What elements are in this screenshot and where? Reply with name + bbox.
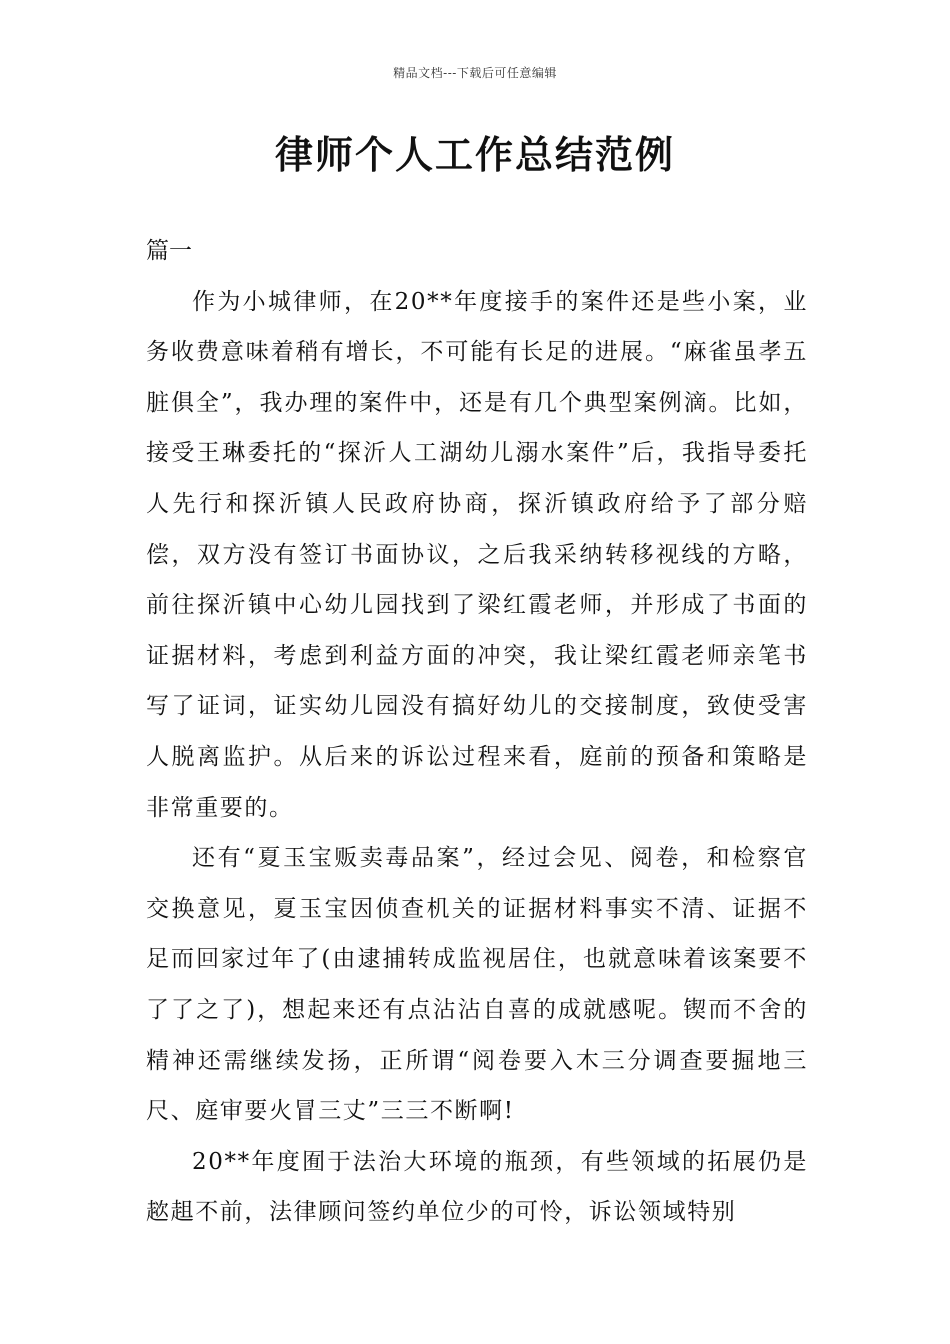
paragraph: 20**年度囿于法治大环境的瓶颈，有些领域的拓展仍是趑趄不前，法律顾问签约单位少的可怜，诉讼领域特别	[146, 1148, 808, 1226]
document-title: 律师个人工作总结范例	[274, 133, 675, 177]
document-body	[146, 226, 808, 1238]
paragraph: 作为小城律师，在20**年度接手的案件还是些小案，业务收费意味着稍有增长，不可能有长足的进展。“麻雀虽孝五脏俱全”，我办理的案件中，还是有几个典型案例滴。比如，接受王琳委托的“探沂人工湖幼儿溺水案件”后，我指导委托人先行和探沂镇人民政府协商，探沂镇政府给予了部分赔偿，双方没有签订书面协议，之后我采纳转移视线的方略，前往探沂镇中心幼儿园找到了梁红霞老师，并形成了书面的证据材料，考虑到利益方面的冲突，我让梁红霞老师亲笔书写了证词，证实幼儿园没有搞好幼儿的交接制度，致使受害人脱离监护。从后来的诉讼过程来看，庭前的预备和策略是非常重要的。	[146, 288, 808, 821]
section-label: 篇一	[146, 238, 192, 264]
paragraph: 还有“夏玉宝贩卖毒品案”，经过会见、阅卷，和检察官交换意见，夏玉宝因侦查机关的证据材料事实不清、证据不足而回家过年了(由逮捕转成监视居住，也就意味着该案要不了了之了)，想起来还有点沾沾自喜的成就感呢。锲而不舍的精神还需继续发扬，正所谓“阅卷要入木三分调查要掘地三尺、庭审要火冒三丈”三三不断啊!	[146, 845, 808, 1125]
header-note: 精品文档---下载后可任意编辑	[393, 66, 557, 80]
